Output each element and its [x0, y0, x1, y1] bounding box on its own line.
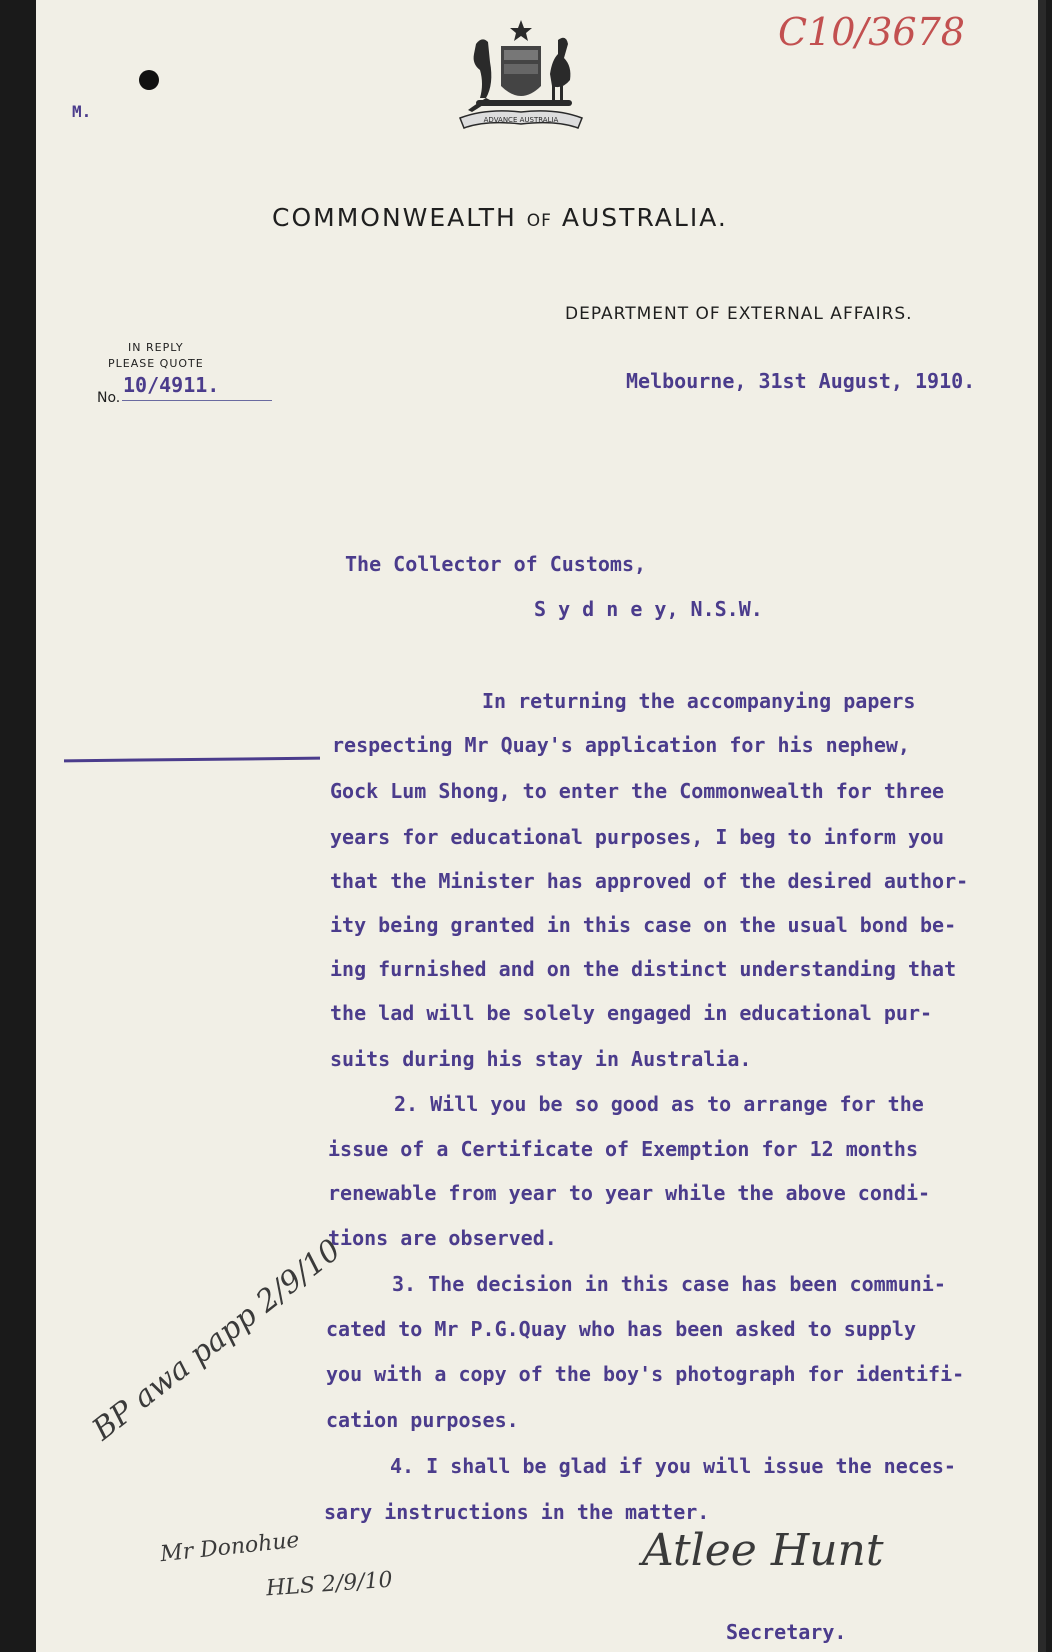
margin-rule: [64, 757, 320, 763]
punch-hole: [139, 70, 159, 90]
reference-underline: [122, 400, 272, 401]
letter-date: Melbourne, 31st August, 1910.: [626, 369, 976, 393]
handwritten-annotation: BP awa papp 2/9/10: [86, 1232, 348, 1448]
reply-no-label: No.: [97, 390, 121, 406]
body-line: cated to Mr P.G.Quay who has been asked to supply: [326, 1317, 917, 1341]
reply-label-line1: IN REPLY: [128, 341, 184, 354]
body-line: years for educational purposes, I beg to inform you: [330, 825, 945, 849]
file-reference-stamp: C10/3678: [778, 10, 965, 54]
document-page: [36, 0, 1046, 1652]
body-line: renewable from year to year while the above condi-: [328, 1181, 931, 1205]
handwritten-annotation: HLS 2/9/10: [265, 1567, 394, 1602]
body-line: issue of a Certificate of Exemption for 12 months: [328, 1137, 919, 1161]
addressee-city: S y d n e y, N.S.W.: [534, 597, 763, 621]
body-line: tions are observed.: [328, 1226, 557, 1250]
body-line: 4. I shall be glad if you will issue the neces-: [390, 1454, 956, 1478]
body-line: respecting Mr Quay's application for his nephew,: [332, 733, 910, 757]
handwritten-annotation: Mr Donohue: [159, 1527, 301, 1568]
body-line: 3. The decision in this case has been communi-: [392, 1272, 946, 1296]
reply-label-line2: PLEASE QUOTE: [108, 357, 204, 370]
addressee-line: The Collector of Customs,: [345, 552, 647, 576]
body-line: cation purposes.: [326, 1408, 519, 1432]
body-line: you with a copy of the boy's photograph for identifi-: [326, 1362, 965, 1386]
margin-mark: M.: [72, 102, 92, 121]
crest-motto: ADVANCE AUSTRALIA: [483, 116, 559, 124]
body-line: In returning the accompanying papers: [482, 689, 916, 713]
signature: Atlee Hunt: [642, 1525, 884, 1576]
body-line: that the Minister has approved of the desired author-: [330, 869, 969, 893]
body-line: ity being granted in this case on the usual bond be-: [330, 913, 957, 937]
page-edge-shadow: [1038, 0, 1046, 1652]
signatory-title: Secretary.: [726, 1620, 847, 1644]
coat-of-arms-crest: [446, 14, 596, 134]
body-line: the lad will be solely engaged in educational pur-: [330, 1001, 933, 1025]
title-of: OF: [526, 211, 552, 231]
title-commonwealth: COMMONWEALTH: [272, 203, 517, 232]
body-line: Gock Lum Shong, to enter the Commonwealth for three: [330, 779, 945, 803]
reference-number: 10/4911.: [123, 373, 220, 397]
body-line: suits during his stay in Australia.: [330, 1047, 752, 1071]
body-line: ing furnished and on the distinct understanding that: [330, 957, 957, 981]
department-name: DEPARTMENT OF EXTERNAL AFFAIRS.: [565, 304, 913, 324]
body-line: 2. Will you be so good as to arrange for the: [394, 1092, 924, 1116]
letterhead-title: [272, 203, 728, 232]
body-line: sary instructions in the matter.: [324, 1500, 710, 1524]
title-australia: AUSTRALIA.: [561, 203, 728, 232]
